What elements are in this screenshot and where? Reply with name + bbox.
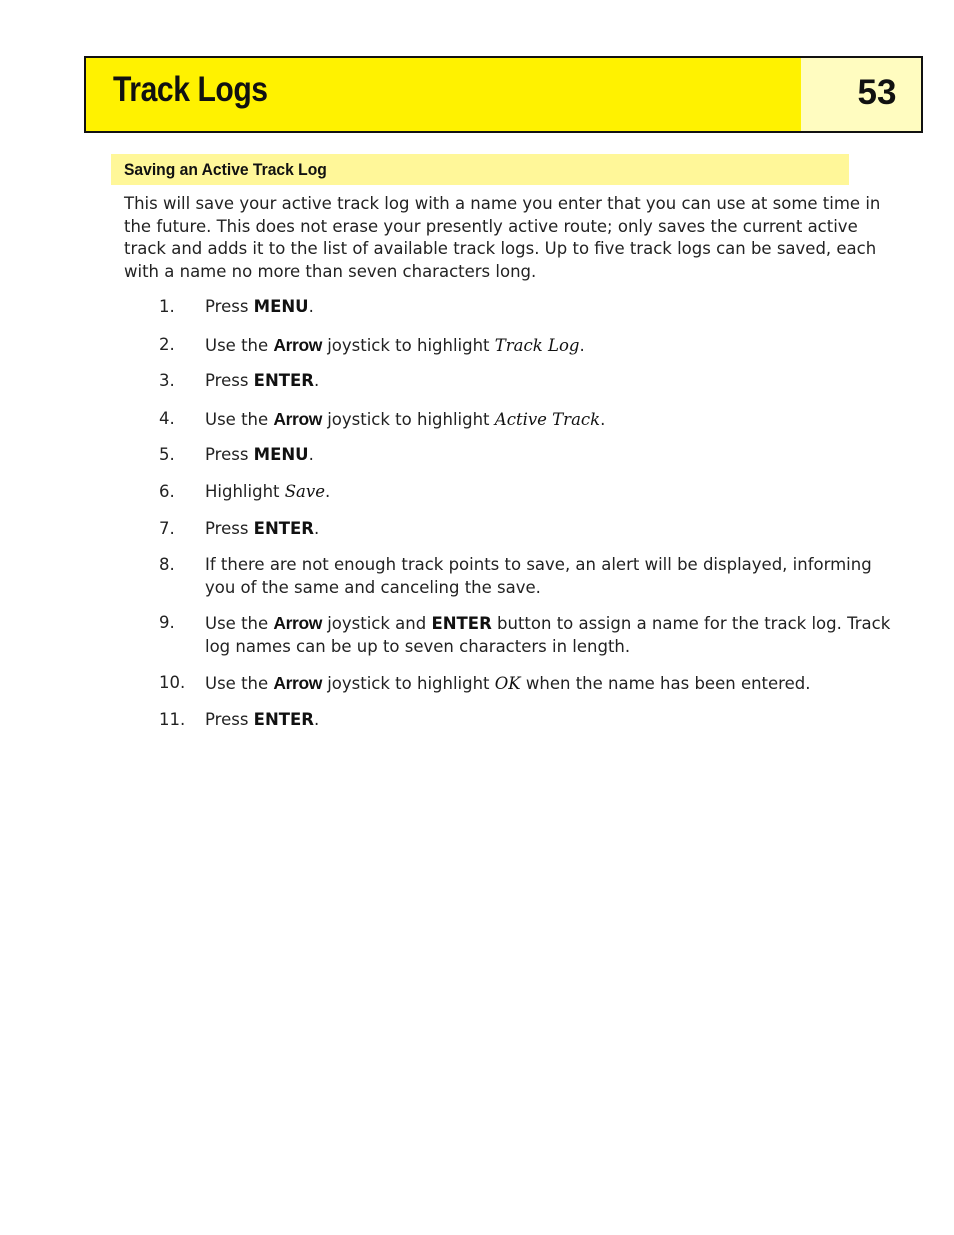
step-text [205, 709, 895, 732]
enter-button-name: ENTER [431, 614, 492, 633]
chapter-title-cell [86, 58, 801, 131]
chapter-title: Track Logs [113, 69, 268, 109]
step-text-part: Press [205, 710, 254, 729]
step-text [205, 612, 895, 658]
step-text-part: Press [205, 297, 254, 316]
step-number: 5. [159, 445, 175, 464]
step-number: 3. [159, 371, 175, 390]
step-text [205, 370, 895, 393]
section-heading-bar [111, 154, 849, 185]
step-text-part: Use the [205, 674, 274, 693]
screen-item-name: Active Track [494, 410, 601, 429]
step-text-part: . [600, 410, 606, 429]
step-number: 7. [159, 519, 175, 538]
step-number: 9. [159, 613, 175, 632]
step-text-part: Use the [205, 614, 274, 633]
step-text-part: . [324, 482, 331, 501]
step-text-part: Press [205, 445, 254, 464]
step-text-part: joystick to highlight [321, 410, 495, 429]
menu-button-name: MENU [253, 445, 309, 464]
step-text-part: when the name has been entered. [520, 674, 811, 693]
enter-button-name: ENTER [253, 519, 314, 538]
intro-paragraph: This will save your active track log with a name you enter that you can use at some time in the future. This does not erase your presently active route; only saves the current active track and adds it to the list of available track logs. Up to five track logs can be saved, each with a name no more than seven characters long. [124, 194, 881, 281]
enter-button-name: ENTER [253, 371, 314, 390]
step-number: 8. [159, 555, 175, 574]
step-text-part: . [313, 519, 320, 538]
step-text [205, 334, 895, 358]
step-text-part: joystick to highlight [321, 674, 495, 693]
step-text-part: joystick to highlight [321, 336, 495, 355]
step-text-part: Highlight [205, 482, 285, 501]
step-number: 2. [159, 335, 175, 354]
step-text [205, 444, 895, 467]
step-text-part: Use the [205, 410, 274, 429]
arrow-joystick-name: Arrow [273, 409, 322, 429]
step-text [205, 518, 895, 541]
step-text [205, 672, 895, 696]
step-text [205, 296, 895, 319]
step-number: 10. [159, 673, 186, 692]
screen-item-name: Save [284, 482, 325, 501]
page-number-cell [801, 58, 921, 131]
menu-button-name: MENU [253, 297, 309, 316]
screen-item-name: OK [494, 674, 521, 693]
step-text-part: . [579, 336, 585, 355]
step-number: 4. [159, 409, 175, 428]
arrow-joystick-name: Arrow [273, 673, 322, 693]
enter-button-name: ENTER [253, 710, 314, 729]
step-number: 1. [159, 297, 175, 316]
step-text-part: button to assign a name for the track log. Track log names can be up to seven characters in length. [205, 614, 891, 656]
section-title: Saving an Active Track Log [124, 159, 327, 179]
step-text: If there are not enough track points to save, an alert will be displayed, informing you of the same and canceling the save. [205, 555, 872, 597]
arrow-joystick-name: Arrow [273, 613, 322, 633]
chapter-header [84, 56, 923, 133]
step-number: 6. [159, 482, 175, 501]
step-text-part: . [308, 445, 314, 464]
screen-item-name: Track Log [494, 336, 580, 355]
step-text-part: . [308, 297, 314, 316]
step-text-part: Press [205, 371, 254, 390]
step-text-part: Press [205, 519, 254, 538]
arrow-joystick-name: Arrow [273, 335, 322, 355]
step-number: 11. [159, 710, 186, 729]
step-text-part: joystick and [321, 614, 432, 633]
step-text [205, 481, 895, 504]
step-text [205, 408, 895, 432]
step-text-part: . [313, 710, 320, 729]
step-text-part: Use the [205, 336, 274, 355]
step-text-part: . [313, 371, 320, 390]
page-number: 53 [857, 72, 897, 112]
